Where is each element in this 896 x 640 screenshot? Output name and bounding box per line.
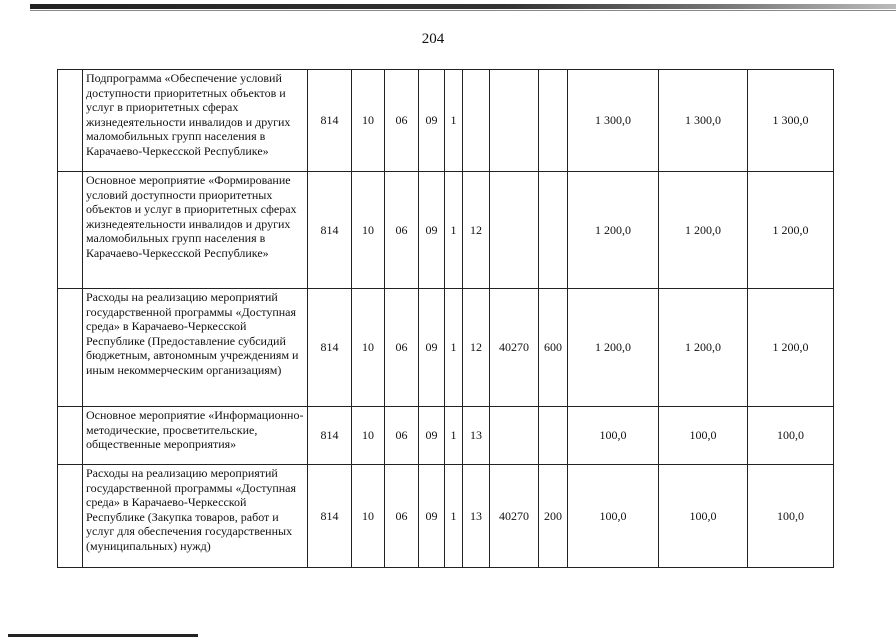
row-number-cell bbox=[58, 289, 83, 407]
expense-type-cell: 600 bbox=[539, 289, 568, 407]
table-row bbox=[58, 289, 834, 407]
subprogram-cell: 1 bbox=[445, 172, 463, 289]
budget-table bbox=[57, 69, 834, 568]
direction-cell: 40270 bbox=[490, 289, 539, 407]
expense-type-cell bbox=[539, 172, 568, 289]
subsection-cell: 06 bbox=[385, 70, 419, 172]
program-cell: 09 bbox=[419, 407, 445, 465]
event-cell: 13 bbox=[463, 465, 490, 568]
scan-edge-bottom bbox=[8, 634, 198, 637]
sum-2-cell: 1 200,0 bbox=[659, 289, 748, 407]
description-cell: Основное мероприятие «Информационно-методические, просветительские, общественные мероприятия» bbox=[83, 407, 308, 465]
ministry-cell: 814 bbox=[308, 70, 352, 172]
sum-1-cell: 100,0 bbox=[568, 465, 659, 568]
sum-1-cell: 1 300,0 bbox=[568, 70, 659, 172]
event-cell: 12 bbox=[463, 289, 490, 407]
sum-2-cell: 100,0 bbox=[659, 407, 748, 465]
row-number-cell bbox=[58, 70, 83, 172]
event-cell bbox=[463, 70, 490, 172]
description-cell: Расходы на реализацию мероприятий государственной программы «Доступная среда» в Карачаево-Черкесской Республике (Предоставление субсидий бюджетным, автономным учреждениям и иным некоммерческим организациям) bbox=[83, 289, 308, 407]
event-cell: 13 bbox=[463, 407, 490, 465]
table-row bbox=[58, 70, 834, 172]
table-row bbox=[58, 465, 834, 568]
section-cell: 10 bbox=[352, 289, 385, 407]
subprogram-cell: 1 bbox=[445, 70, 463, 172]
row-number-cell bbox=[58, 407, 83, 465]
row-number-cell bbox=[58, 172, 83, 289]
program-cell: 09 bbox=[419, 172, 445, 289]
direction-cell bbox=[490, 407, 539, 465]
program-cell: 09 bbox=[419, 70, 445, 172]
sum-1-cell: 1 200,0 bbox=[568, 172, 659, 289]
ministry-cell: 814 bbox=[308, 407, 352, 465]
expense-type-cell bbox=[539, 70, 568, 172]
event-cell: 12 bbox=[463, 172, 490, 289]
sum-2-cell: 1 200,0 bbox=[659, 172, 748, 289]
sum-3-cell: 100,0 bbox=[748, 407, 834, 465]
sum-3-cell: 1 200,0 bbox=[748, 289, 834, 407]
program-cell: 09 bbox=[419, 289, 445, 407]
table-row bbox=[58, 172, 834, 289]
sum-1-cell: 100,0 bbox=[568, 407, 659, 465]
direction-cell bbox=[490, 70, 539, 172]
subprogram-cell: 1 bbox=[445, 465, 463, 568]
sum-3-cell: 1 200,0 bbox=[748, 172, 834, 289]
section-cell: 10 bbox=[352, 172, 385, 289]
sum-2-cell: 100,0 bbox=[659, 465, 748, 568]
program-cell: 09 bbox=[419, 465, 445, 568]
ministry-cell: 814 bbox=[308, 465, 352, 568]
sum-2-cell: 1 300,0 bbox=[659, 70, 748, 172]
subsection-cell: 06 bbox=[385, 289, 419, 407]
subprogram-cell: 1 bbox=[445, 407, 463, 465]
section-cell: 10 bbox=[352, 465, 385, 568]
direction-cell: 40270 bbox=[490, 465, 539, 568]
ministry-cell: 814 bbox=[308, 172, 352, 289]
description-cell: Подпрограмма «Обеспечение условий доступности приоритетных объектов и услуг в приоритетных сферах жизнедеятельности инвалидов и других маломобильных групп населения в Карачаево-Черкесской Республике» bbox=[83, 70, 308, 172]
sum-3-cell: 100,0 bbox=[748, 465, 834, 568]
description-cell: Основное мероприятие «Формирование условий доступности приоритетных объектов и услуг в приоритетных сферах жизнедеятельности инвалидов и других маломобильных групп населения в Карачаево-Черкесской Республике» bbox=[83, 172, 308, 289]
ministry-cell: 814 bbox=[308, 289, 352, 407]
section-cell: 10 bbox=[352, 70, 385, 172]
expense-type-cell: 200 bbox=[539, 465, 568, 568]
scan-edge-top-line bbox=[30, 10, 896, 11]
subsection-cell: 06 bbox=[385, 407, 419, 465]
table-row bbox=[58, 407, 834, 465]
sum-1-cell: 1 200,0 bbox=[568, 289, 659, 407]
expense-type-cell bbox=[539, 407, 568, 465]
description-cell: Расходы на реализацию мероприятий государственной программы «Доступная среда» в Карачаево-Черкесской Республике (Закупка товаров, работ и услуг для обеспечения государственных (муниципальных) нужд) bbox=[83, 465, 308, 568]
subsection-cell: 06 bbox=[385, 172, 419, 289]
subprogram-cell: 1 bbox=[445, 289, 463, 407]
row-number-cell bbox=[58, 465, 83, 568]
page-number: 204 bbox=[421, 31, 445, 47]
subsection-cell: 06 bbox=[385, 465, 419, 568]
direction-cell bbox=[490, 172, 539, 289]
section-cell: 10 bbox=[352, 407, 385, 465]
sum-3-cell: 1 300,0 bbox=[748, 70, 834, 172]
scan-edge-top bbox=[30, 4, 896, 9]
